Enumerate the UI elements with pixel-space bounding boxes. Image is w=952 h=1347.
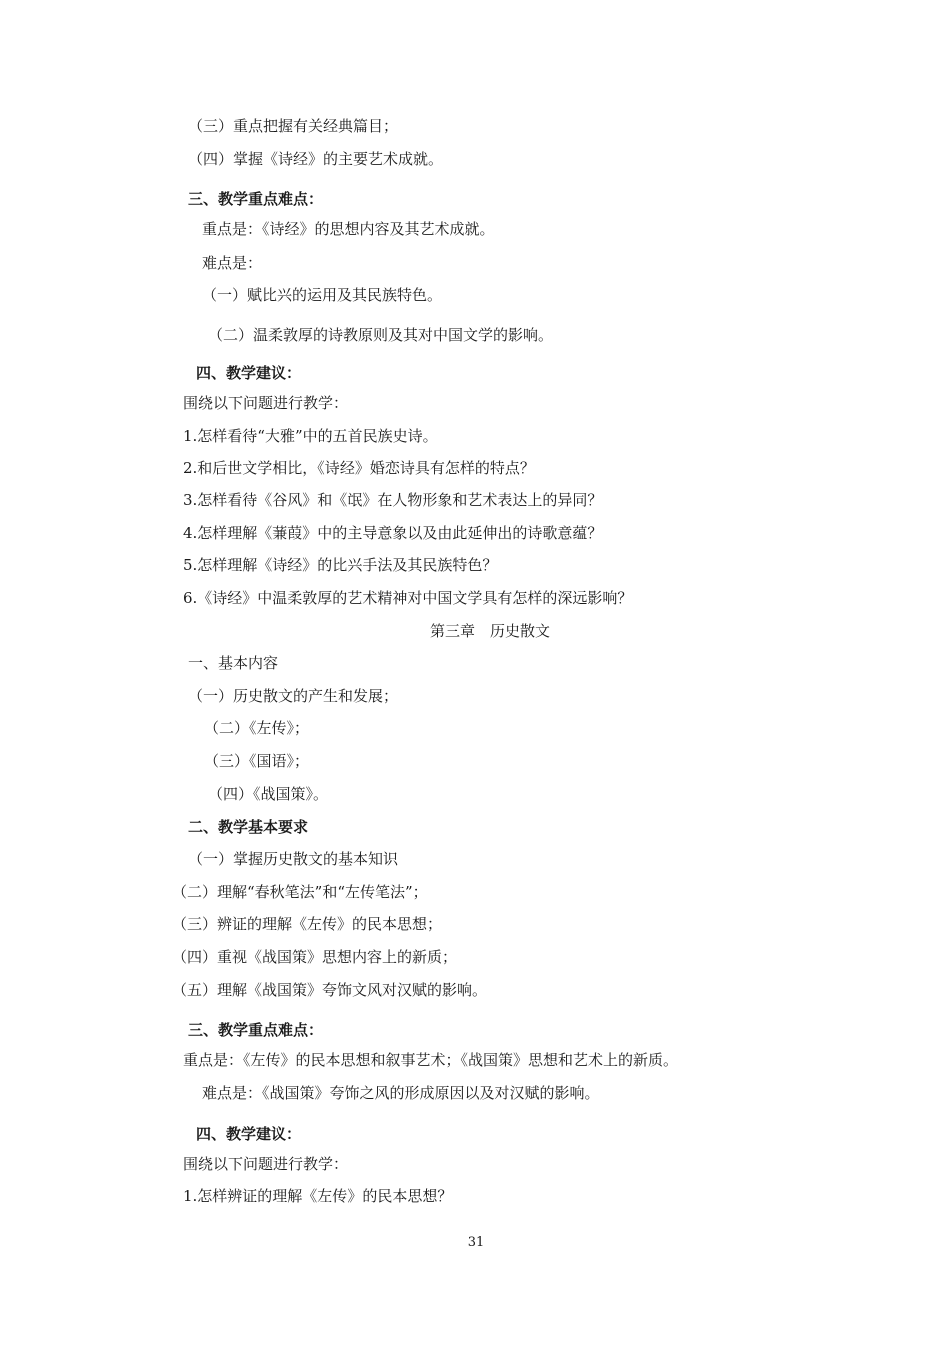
section-heading: 三、教学重点难点： <box>188 1021 324 1039</box>
list-item: 3.怎样看待《谷风》和《氓》在人物形象和艺术表达上的异同？ <box>183 491 603 509</box>
section-heading: 三、教学重点难点： <box>188 190 324 208</box>
section-heading: 四、教学建议： <box>196 1125 302 1143</box>
section-heading: 二、教学基本要求 <box>188 818 309 836</box>
list-item: 1.怎样看待“大雅”中的五首民族史诗。 <box>183 427 438 445</box>
page-number: 31 <box>467 1235 485 1250</box>
text-line: （三）重点把握有关经典篇目； <box>188 117 399 135</box>
text-line: （二）温柔敦厚的诗教原则及其对中国文学的影响。 <box>208 326 554 344</box>
list-item: 5.怎样理解《诗经》的比兴手法及其民族特色？ <box>183 556 498 574</box>
list-item: （一）掌握历史散文的基本知识 <box>188 850 399 868</box>
list-item: 6.《诗经》中温柔敦厚的艺术精神对中国文学具有怎样的深远影响？ <box>183 589 633 607</box>
list-item: （二）《左传》； <box>204 719 310 737</box>
list-item: （三）《国语》； <box>204 752 310 770</box>
text-line: 围绕以下问题进行教学： <box>183 1155 349 1173</box>
text-line: （一）赋比兴的运用及其民族特色。 <box>202 286 443 304</box>
text-line: 重点是：《左传》的民本思想和叙事艺术；《战国策》思想和艺术上的新质。 <box>183 1051 679 1069</box>
text-line: 围绕以下问题进行教学： <box>183 394 349 412</box>
list-item: （四）《战国策》。 <box>208 785 329 803</box>
list-item: （二）理解“春秋笔法”和“左传笔法”； <box>172 883 428 901</box>
text-line: 重点是：《诗经》的思想内容及其艺术成就。 <box>202 220 495 238</box>
list-item: （一）历史散文的产生和发展； <box>188 687 399 705</box>
chapter-title: 第三章 历史散文 <box>429 622 550 640</box>
list-item: （四）重视《战国策》思想内容上的新质； <box>172 948 458 966</box>
list-item: 4.怎样理解《蒹葭》中的主导意象以及由此延伸出的诗歌意蕴？ <box>183 524 603 542</box>
list-item: （三）辨证的理解《左传》的民本思想； <box>172 915 443 933</box>
list-item: 1.怎样辨证的理解《左传》的民本思想？ <box>183 1187 453 1205</box>
text-line: 难点是： <box>202 254 263 272</box>
text-line: 难点是：《战国策》夸饰之风的形成原因以及对汉赋的影响。 <box>202 1084 600 1102</box>
section-heading: 四、教学建议： <box>196 364 302 382</box>
list-item: （五）理解《战国策》夸饰文风对汉赋的影响。 <box>172 981 488 999</box>
list-item: 2.和后世文学相比，《诗经》婚恋诗具有怎样的特点？ <box>183 459 535 477</box>
text-line: 一、基本内容 <box>188 654 279 672</box>
text-line: （四）掌握《诗经》的主要艺术成就。 <box>188 150 444 168</box>
